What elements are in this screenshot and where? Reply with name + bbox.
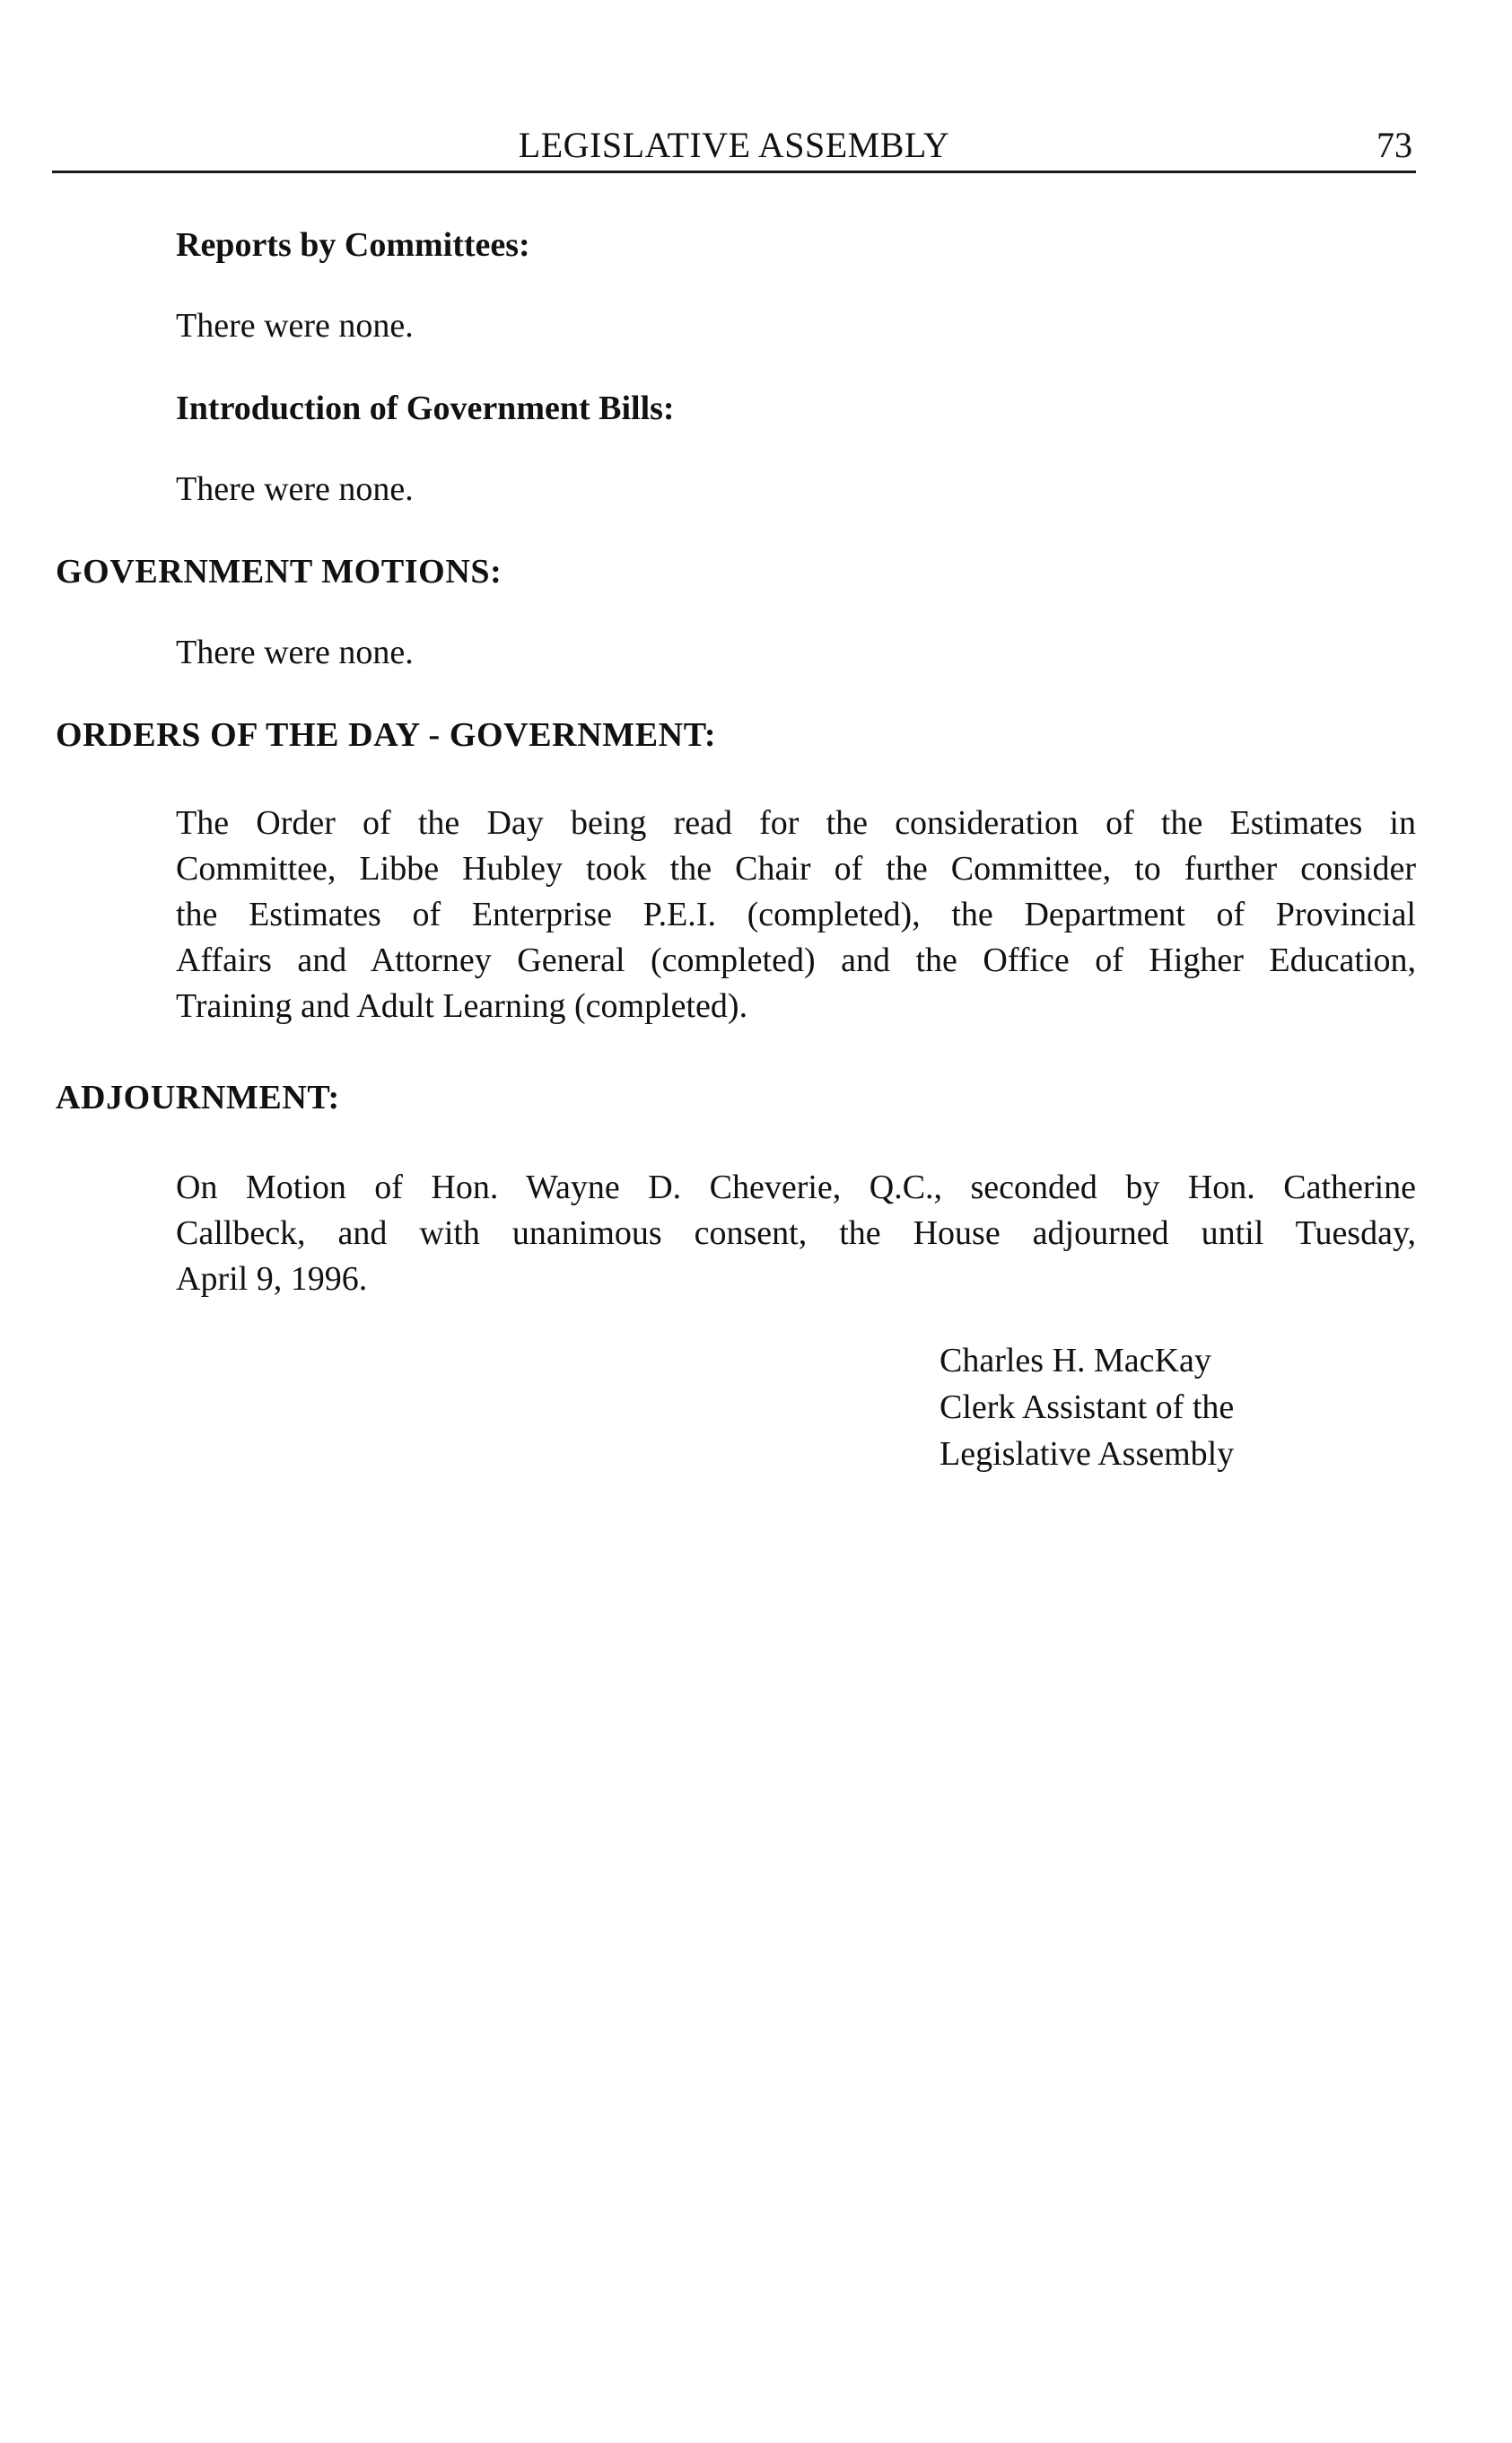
adjournment-line: Callbeck, and with unanimous consent, the House adjourned until Tuesday, [176, 1214, 1416, 1252]
signatory-organization: Legislative Assembly [940, 1435, 1235, 1473]
orders-heading: ORDERS OF THE DAY - GOVERNMENT: [56, 716, 717, 754]
signatory-title: Clerk Assistant of the [940, 1388, 1235, 1426]
orders-line: the Estimates of Enterprise P.E.I. (completed), the Department of Provincial [176, 896, 1416, 933]
adjournment-paragraph [176, 1165, 1416, 1302]
adjournment-line: On Motion of Hon. Wayne D. Cheverie, Q.C., seconded by Hon. Catherine [176, 1169, 1416, 1206]
adjournment-line: April 9, 1996. [176, 1260, 368, 1298]
reports-heading: Reports by Committees: [176, 226, 530, 264]
signatory-name: Charles H. MacKay [940, 1342, 1211, 1379]
motions-body: There were none. [176, 634, 414, 671]
motions-heading: GOVERNMENT MOTIONS: [56, 553, 503, 591]
running-header [52, 124, 1416, 173]
bills-heading: Introduction of Government Bills: [176, 390, 675, 427]
orders-line: The Order of the Day being read for the consideration of the Estimates in [176, 804, 1416, 842]
bills-body: There were none. [176, 470, 414, 508]
running-title: LEGISLATIVE ASSEMBLY [518, 125, 950, 165]
adjournment-heading: ADJOURNMENT: [56, 1079, 340, 1116]
orders-paragraph [176, 801, 1416, 1029]
orders-line: Affairs and Attorney General (completed) and the Office of Higher Education, [176, 941, 1416, 979]
orders-line: Committee, Libbe Hubley took the Chair of the Committee, to further consider [176, 850, 1416, 888]
orders-line: Training and Adult Learning (completed). [176, 987, 748, 1025]
signature-block [940, 1337, 1234, 1477]
page-number: 73 [1377, 125, 1412, 165]
reports-body: There were none. [176, 307, 414, 345]
